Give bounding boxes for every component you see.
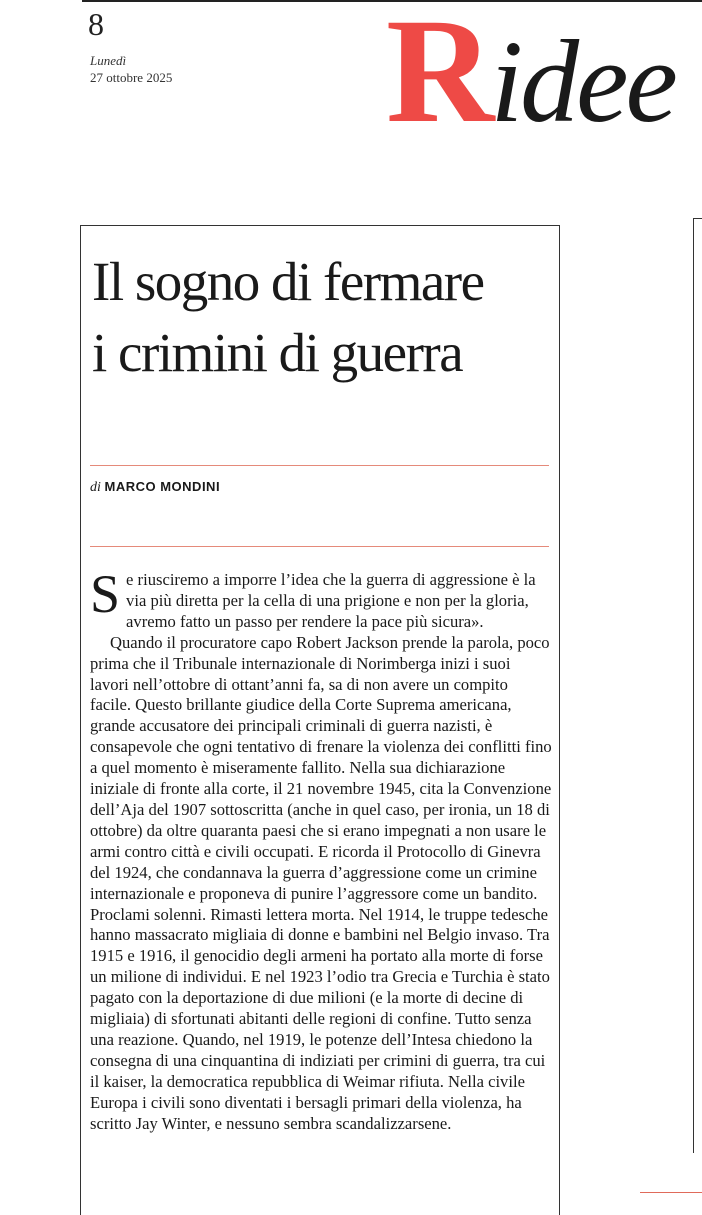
article-body — [90, 564, 552, 1134]
issue-date: 27 ottobre 2025 — [90, 70, 173, 85]
adjacent-column-top-rule — [693, 218, 702, 219]
article-headline — [92, 246, 562, 388]
headline-line-2: i crimini di guerra — [92, 322, 463, 383]
adjacent-column-rule — [693, 218, 694, 1153]
paragraph-1 — [90, 564, 552, 633]
issue-day: Lunedì — [90, 53, 127, 68]
byline-top-rule — [90, 465, 549, 466]
byline-bottom-rule — [90, 546, 549, 547]
headline-line-1: Il sogno di fermare — [92, 251, 484, 312]
author-name: MARCO MONDINI — [104, 479, 221, 494]
adjacent-column-red-rule — [640, 1192, 702, 1193]
section-masthead-title: idee — [490, 16, 675, 147]
paragraph-2: Quando il procuratore capo Robert Jackson prende la parola, poco prima che il Tribunale internazionale di Norimberga inizi i suoi lavori nell’ottobre di ottant’anni fa, sa di non avere un compito facile. Questo brillante giudice della Corte Suprema americana, grande accusatore dei principali criminali di guerra nazisti, è consapevole che ogni tentativo di frenare la violenza dei conflitti fino a quel momento è miseramente fallito. Nella sua dichiarazione iniziale di fronte alla corte, il 21 novembre 1945, cita la Convenzione dell’Aja del 1907 sottoscritta (anche in quel caso, per ironia, un 18 di ottobre) da oltre quaranta paesi che si erano impegnati a non usare le armi contro città e civili occupati. E ricorda il Protocollo di Ginevra del 1924, che condannava la guerra d’aggressione come un crimine internazionale e proponeva di punire l’aggressore come un bandito. Proclami solenni. Rimasti lettera morta. Nel 1914, le truppe tedesche hanno massacrato migliaia di donne e bambini nel Belgio invaso. Tra 1915 e 1916, il genocidio degli armeni ha portato alla morte di forse un milione di individui. E nel 1923 l’odio tra Grecia e Turchia è stato pagato con la deportazione di due milioni (e la morte di decine di migliaia) di sfortunati abitanti delle regioni di confine. Tutto senza una reazione. Quando, nel 1919, le potenze dell’Intesa chiedono la consegna di una cinquantina di indiziati per crimini di guerra, tra cui il kaiser, la democratica repubblica di Weimar rifiuta. Nella civile Europa i civili sono diventati i bersagli primari della violenza, ha scritto Jay Winter, e nessuno sembra scandalizzarsene. — [90, 632, 552, 1133]
byline — [90, 479, 220, 496]
byline-prefix: di — [90, 480, 101, 495]
page-number: 8 — [88, 6, 104, 42]
paragraph-1-text: e riusciremo a imporre l’idea che la guerra di aggressione è la via più diretta per la cella di una prigione e non per la gloria, avremo fatto un passo per rendere la pace più sicura». — [126, 570, 536, 631]
section-masthead — [386, 0, 675, 154]
drop-cap: S — [90, 564, 121, 624]
section-masthead-initial: R — [386, 0, 491, 154]
